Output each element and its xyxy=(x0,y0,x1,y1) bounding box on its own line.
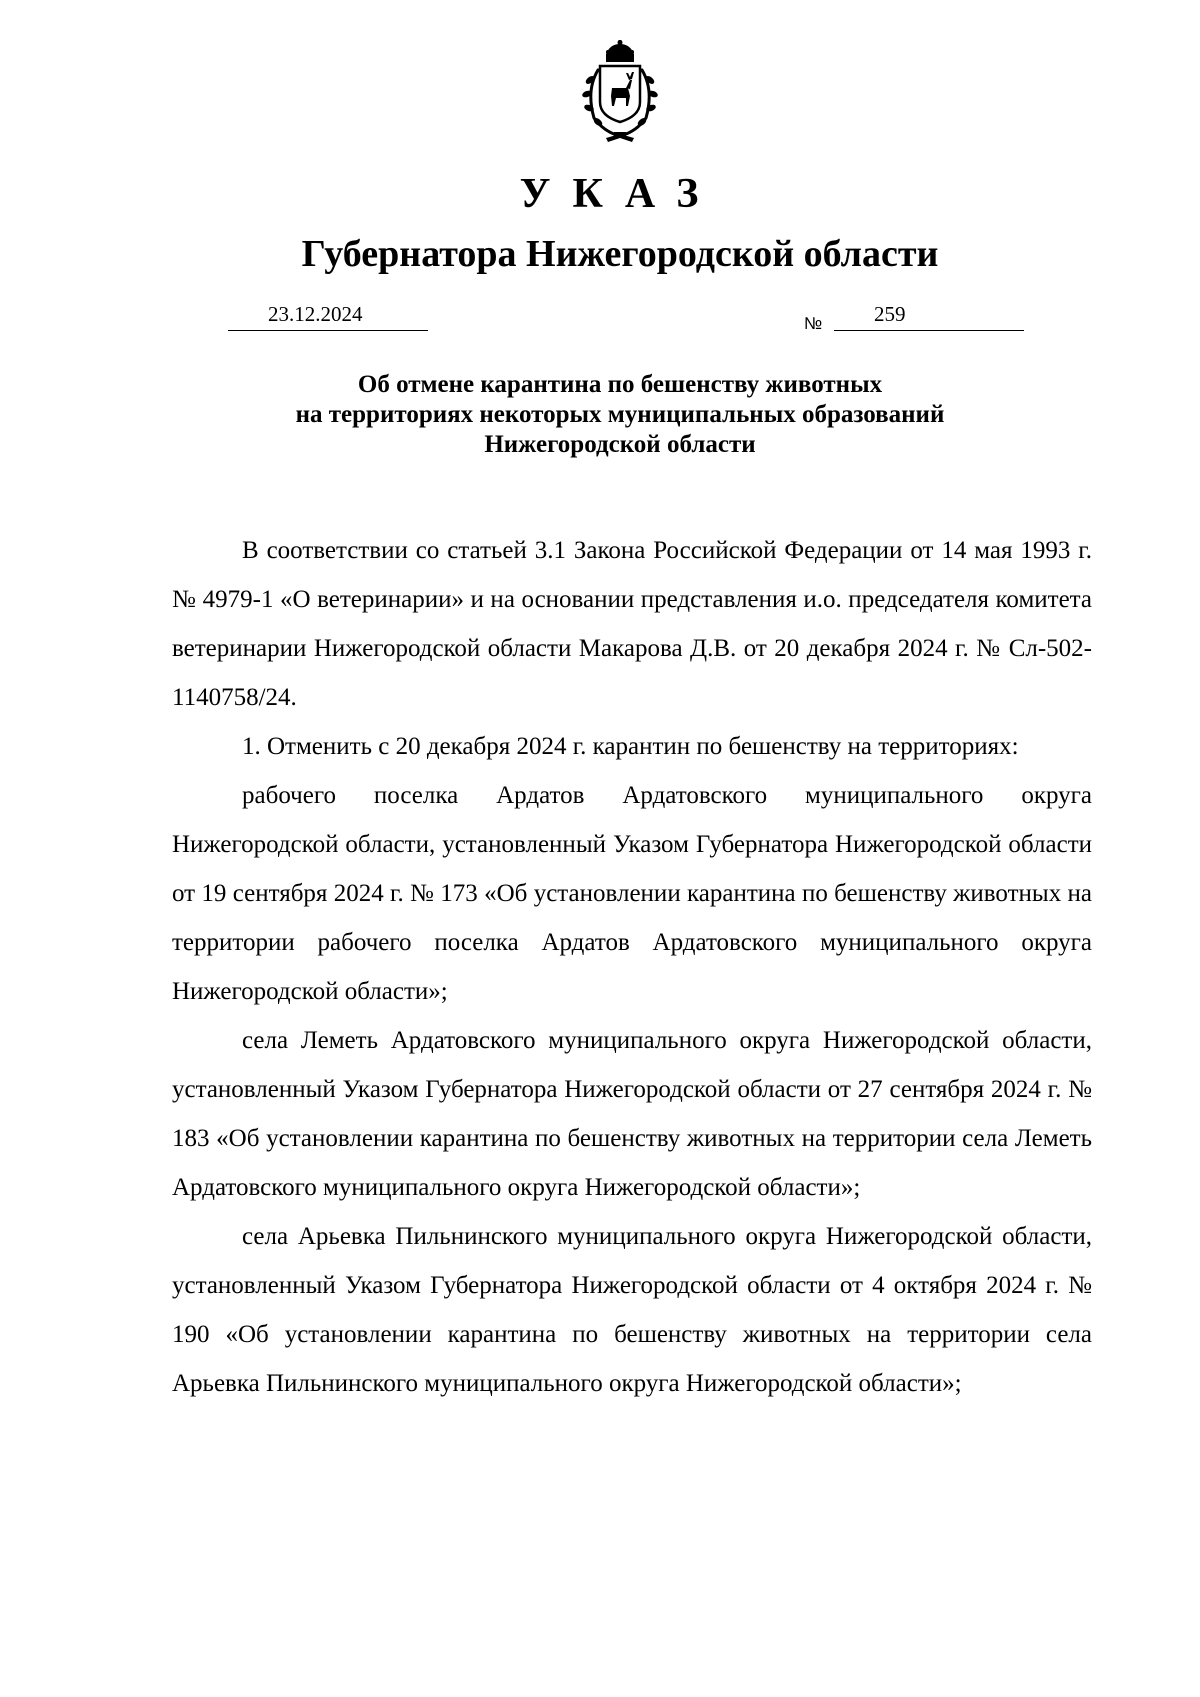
paragraph-preamble: В соответствии со статьей 3.1 Закона Российской Федерации от 14 мая 1993 г. № 4979-1 «О ветеринарии» и на основании представления и.о. председателя комитета ветеринарии Нижегородской области Макарова Д.В. от 20 декабря 2024 г. № Сл-502-1140758/24. xyxy=(172,537,1092,711)
document-date: 23.12.2024 xyxy=(268,302,363,326)
paragraph-ardatov: рабочего поселка Ардатов Ардатовского муниципального округа Нижегородской области, установленный Указом Губернатора Нижегородской области от 19 сентября 2024 г. № 173 «Об установлении карантина по бешенству животных на территории рабочего поселка Ардатов Ардатовского муниципального округа Нижегородской области»; xyxy=(172,782,1092,1005)
issuer-title: Губернатора Нижегородской области xyxy=(301,233,939,275)
document-type-title: УКАЗ xyxy=(519,171,721,217)
document-body xyxy=(172,526,1092,1408)
number-sign: № xyxy=(804,314,823,333)
paragraph-arievka: села Арьевка Пильнинского муниципального округа Нижегородской области, установленный Указом Губернатора Нижегородской области от 4 октября 2024 г. № 190 «Об установлении карантина по бешенству животных на территории села Арьевка Пильнинского муниципального округа Нижегородской области»; xyxy=(172,1223,1092,1397)
paragraph-item-1: 1. Отменить с 20 декабря 2024 г. карантин по бешенству на территориях: xyxy=(242,733,1019,760)
document-number: 259 xyxy=(874,302,906,326)
heading-line: Нижегородской области xyxy=(484,431,756,458)
document-heading xyxy=(0,370,1200,460)
coat-of-arms-icon xyxy=(570,40,670,144)
paragraph-lemet: села Леметь Ардатовского муниципального округа Нижегородской области, установленный Указом Губернатора Нижегородской области от 27 сентября 2024 г. № 183 «Об установлении карантина по бешенству животных на территории села Леметь Ардатовского муниципального округа Нижегородской области»; xyxy=(172,1027,1092,1201)
heading-line: на территориях некоторых муниципальных образований xyxy=(295,401,945,428)
date-field xyxy=(228,302,428,331)
heading-line: Об отмене карантина по бешенству животных xyxy=(357,371,883,398)
number-field xyxy=(834,302,1024,331)
